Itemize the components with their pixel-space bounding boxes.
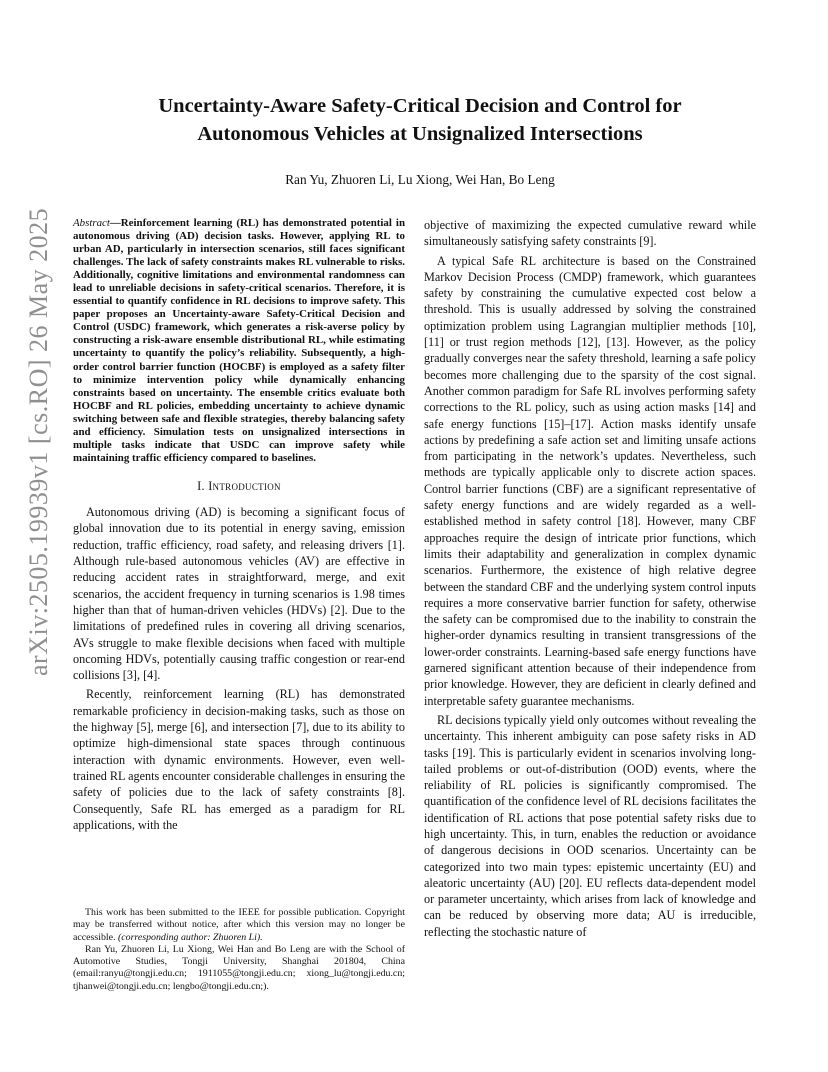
author-list: Ran Yu, Zhuoren Li, Lu Xiong, Wei Han, Bo Leng [285,172,555,187]
abstract-dash: — [109,217,121,229]
section-heading-introduction [73,478,405,494]
footnote-affiliation: Ran Yu, Zhuoren Li, Lu Xiong, Wei Han and Bo Leng are with the School of Automotive Studies, Tongji University, Shanghai 201804, China (email:ranyu@tongji.edu.cn; 1911055@tongji.edu.cn; xiong_lu@tongji.edu.cn; tjhanwei@tongji.edu.cn; lengbo@tongji.edu.cn;). [73,943,405,992]
right-column [424,217,756,943]
arxiv-identifier-text: arXiv:2505.19939v1 [cs.RO] 26 May 2025 [24,207,53,676]
intro-paragraph-1: Autonomous driving (AD) is becoming a significant focus of global innovation due to its potential in energy saving, emission reduction, traffic efficiency, road safety, and releasing drivers [1]. Although rule-based autonomous vehicles (AV) are effective in reducing accident rates in straightforward, merge, and exit scenarios, the accident frequency in turning scenarios is 1.98 times higher than that of human-driven vehicles (HDVs) [2]. Due to the limitations of predefined rules in covering all driving scenarios, AVs struggle to make flexible decisions when faced with multiple oncoming HDVs, potentially causing traffic congestion or rear-end collisions [3], [4]. [73,505,405,683]
abstract-text: Reinforcement learning (RL) has demonstrated potential in autonomous driving (AD) decision tasks. However, applying RL to urban AD, particularly in intersection scenarios, still faces significant challenges. The lack of safety constraints makes RL vulnerable to risks. Additionally, cognitive limitations and environmental randomness can lead to unreliable decisions in safety-critical scenarios. Therefore, it is essential to quantify confidence in RL decisions to improve safety. This paper proposes an Uncertainty-aware Safety-Critical Decision and Control (USDC) framework, which generates a risk-averse policy by constructing a risk-aware ensemble distributional RL, while estimating uncertainty to quantify the policy’s reliability. Subsequently, a high-order control barrier function (HOCBF) is employed as a safety filter to minimize intervention policy while dynamically enhancing constraints based on uncertainty. The ensemble critics evaluate both HOCBF and RL policies, embedding uncertainty to achieve dynamic switching between safe and flexible strategies, thereby balancing safety and efficiency. Simulation tests on unsignalized intersections in multiple tasks indicate that USDC can improve safety while maintaining traffic efficiency compared to baselines. [73,217,405,464]
footnote-submission [73,907,405,944]
intro-paragraph-2: Recently, reinforcement learning (RL) has demonstrated remarkable proficiency in decision-making tasks, such as those on the highway [5], merge [6], and intersection [7], due to its ability to optimize high-dimensional state spaces through continuous interaction with dynamic environments. However, even well-trained RL agents encounter considerable challenges in ensuring the safety of policies due to the lack of safety constraints [8]. Consequently, Safe RL has emerged as a paradigm for RL applications, with the [73,687,405,832]
right-paragraph-continuation: objective of maximizing the expected cumulative reward while simultaneously satisfying safety constraints [9]. [424,218,756,249]
footnote-corresponding-author: (corresponding author: Zhuoren Li). [117,931,263,943]
abstract [73,217,405,465]
right-paragraph-uncertainty: RL decisions typically yield only outcomes without revealing the uncertainty. This inherent ambiguity can pose safety risks in AD tasks [19]. This is particularly evident in scenarios involving long-tailed problems or out-of-distribution (OOD) events, where the reliability of RL policies is significantly compromised. The quantification of the confidence level of RL decisions facilitates the identification of RL actions that pose potential safety risks due to high uncertainty. This, in turn, enables the reduction or avoidance of dangerous decisions in OOD scenarios. Uncertainty can be categorized into two main types: epistemic uncertainty (EU) and aleatoric uncertainty (AU) [20]. EU reflects data-dependent model or parameter uncertainty, which arises from lack of knowledge and can be reduced by observing more data; AU is irreducible, reflecting the stochastic nature of [424,712,756,939]
footnotes [73,907,405,993]
paper-title-line-1: Uncertainty-Aware Safety-Critical Decision and Control for [158,95,682,117]
abstract-label: Abstract [73,217,110,229]
left-column [73,217,405,836]
right-paragraph-safe-rl: A typical Safe RL architecture is based on the Constrained Markov Decision Process (CMDP) framework, which guarantees safety by constraining the cumulative expected cost below a threshold. This is usually addressed by solving the constrained optimization problem using Lagrangian multiplier methods [10], [11] or trust region methods [12], [13]. However, as the policy gradually converges near the safety threshold, learning a safe policy becomes more challenging due to the sparsity of the cost signal. Another common paradigm for Safe RL involves performing safety corrections to the RL policy, such as using action masks [14] and safe energy functions [15]–[17]. Action masks identify unsafe actions by predefining a safe action set and limiting unsafe actions from participating in the network’s updates. Nevertheless, such methods are typically applicable only to discrete action spaces. Control barrier functions (CBF) are a significant representative of safety energy functions and are widely regarded as a well-established method in safety control [18]. However, many CBF approaches require the design of intricate prior functions, which limits their adaptability and generalization in complex dynamic scenarios. Furthermore, the existence of high relative degree between the standard CBF and the underlying system control inputs requires a more conservative barrier function for safety, otherwise the safety can be compromised due to the inability to constrain the higher-order dynamics resulting in transient transgressions of the lower-order constraints. Learning-based safe energy functions have garnered significant attention because of their independence from prior knowledge. However, they are deficient in clearly defined and interpretable safety guarantee mechanisms. [424,253,756,708]
section-title: Introduction [208,478,281,493]
paper-title [90,92,750,148]
paper-title-line-2: Autonomous Vehicles at Unsignalized Intersections [197,123,643,145]
footnote-submission-text: This work has been submitted to the IEEE for possible publication. Copyright may be transferred without notice, after which this version may no longer be accessible. [73,907,405,943]
section-numeral: I. [197,478,209,493]
